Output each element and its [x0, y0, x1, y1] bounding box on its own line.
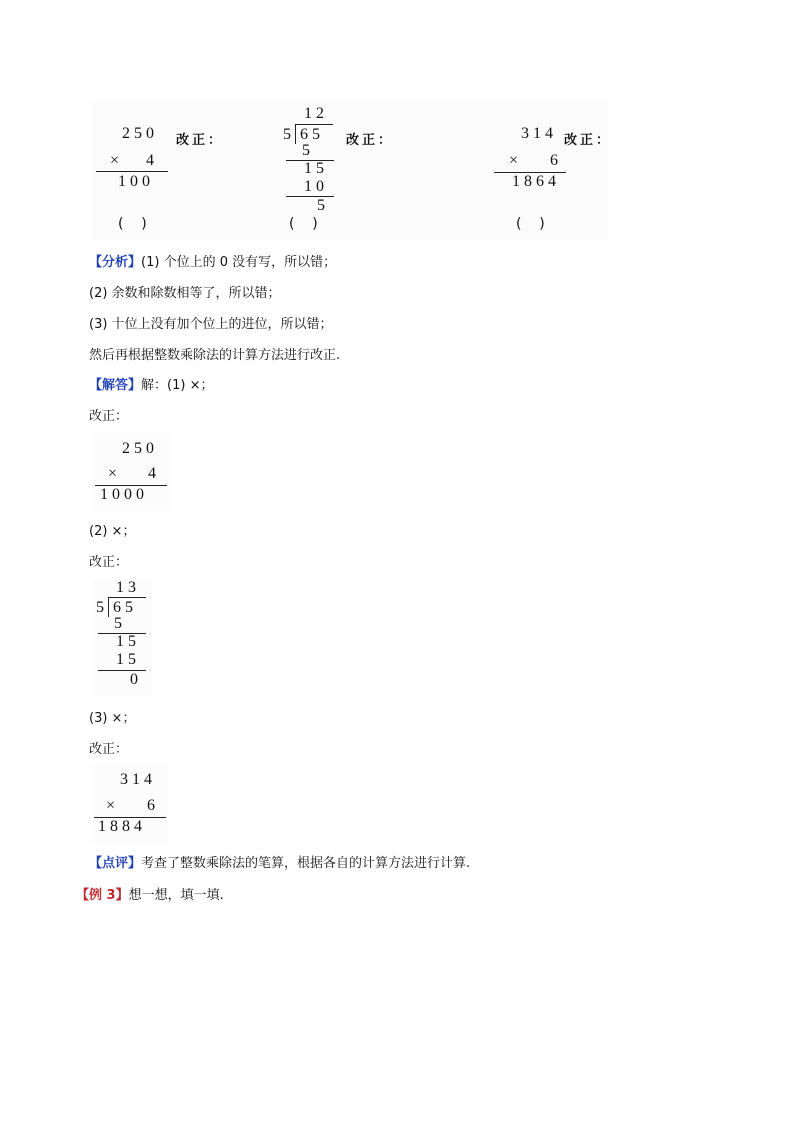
p3-multiplier: 6	[550, 152, 562, 169]
answer-fix1-label: 改正：	[89, 409, 129, 424]
analysis-tag: 【分析】	[89, 255, 142, 270]
p1-paren: ( )	[118, 216, 147, 232]
fix3-multiplicand: 314	[120, 771, 156, 788]
comment-line	[89, 852, 470, 871]
fix1-multiplicand: 250	[122, 440, 158, 457]
p3-multiplicand: 314	[521, 125, 557, 142]
example-line	[76, 884, 224, 903]
p2-paren: ( )	[289, 216, 318, 232]
answer-fix2-label: 改正：	[89, 555, 129, 570]
answer-line-1	[89, 374, 213, 393]
fix2-step2: 15	[116, 633, 140, 650]
p1-result: 100	[118, 173, 154, 190]
fix3-multiplier: 6	[147, 797, 159, 814]
analysis-line-4: 然后再根据整数乘除法的计算方法进行改正.	[89, 348, 341, 363]
p1-multiplier: 4	[146, 152, 158, 169]
fix2-quotient: 13	[116, 579, 140, 596]
p3-op: ×	[509, 152, 523, 169]
p2-divisor: 5	[283, 126, 295, 143]
p2-step2: 15	[304, 160, 328, 177]
answer-fix3-label: 改正：	[89, 742, 129, 757]
fix2-bracket-side	[108, 597, 109, 617]
fix1-op: ×	[108, 465, 122, 482]
p1-op: ×	[110, 152, 124, 169]
fix3-result: 1884	[98, 818, 146, 835]
fix1-result: 1000	[100, 486, 148, 503]
comment-text: 考查了整数乘除法的笔算，根据各自的计算方法进行计算.	[141, 856, 471, 871]
p1-rule	[96, 171, 168, 172]
answer-item-3: (3) ×；	[89, 711, 136, 726]
answer-tag: 【解答】	[89, 378, 142, 393]
p2-dividend: 65	[300, 126, 324, 143]
p3-result: 1864	[512, 173, 560, 190]
p2-bracket-side	[295, 124, 296, 144]
p1-multiplicand: 250	[122, 125, 158, 142]
p3-fix-label: 改正：	[564, 133, 613, 148]
p1-fix-label: 改正：	[176, 133, 225, 148]
answer-item-2: (2) ×；	[89, 524, 136, 539]
p2-step1: 5	[302, 142, 314, 159]
example-tag: 【例 3】	[76, 888, 129, 903]
p2-remainder: 5	[317, 197, 329, 214]
fix2-step1: 5	[114, 615, 126, 632]
fix2-remainder: 0	[130, 671, 142, 688]
analysis-line-1	[89, 251, 336, 270]
fix2-step3: 15	[116, 651, 140, 668]
fix2-bracket-top	[108, 597, 146, 598]
p2-step3: 10	[304, 178, 328, 195]
analysis-line-2: (2) 余数和除数相等了，所以错；	[89, 286, 281, 301]
analysis-text-1: (1) 个位上的 0 没有写，所以错；	[141, 255, 337, 270]
p2-bracket-top	[295, 124, 333, 125]
p2-fix-label: 改正：	[346, 133, 395, 148]
analysis-line-3: (3) 十位上没有加个位上的进位，所以错；	[89, 317, 333, 332]
example-text: 想一想，填一填.	[128, 888, 224, 903]
fix2-dividend: 65	[113, 599, 137, 616]
p2-quotient: 12	[304, 105, 328, 122]
p3-paren: ( )	[516, 216, 545, 232]
answer-intro: 解：(1) ×；	[141, 378, 214, 393]
fix1-multiplier: 4	[148, 465, 160, 482]
fix3-op: ×	[106, 797, 120, 814]
comment-tag: 【点评】	[89, 856, 142, 871]
fix2-divisor: 5	[96, 599, 108, 616]
